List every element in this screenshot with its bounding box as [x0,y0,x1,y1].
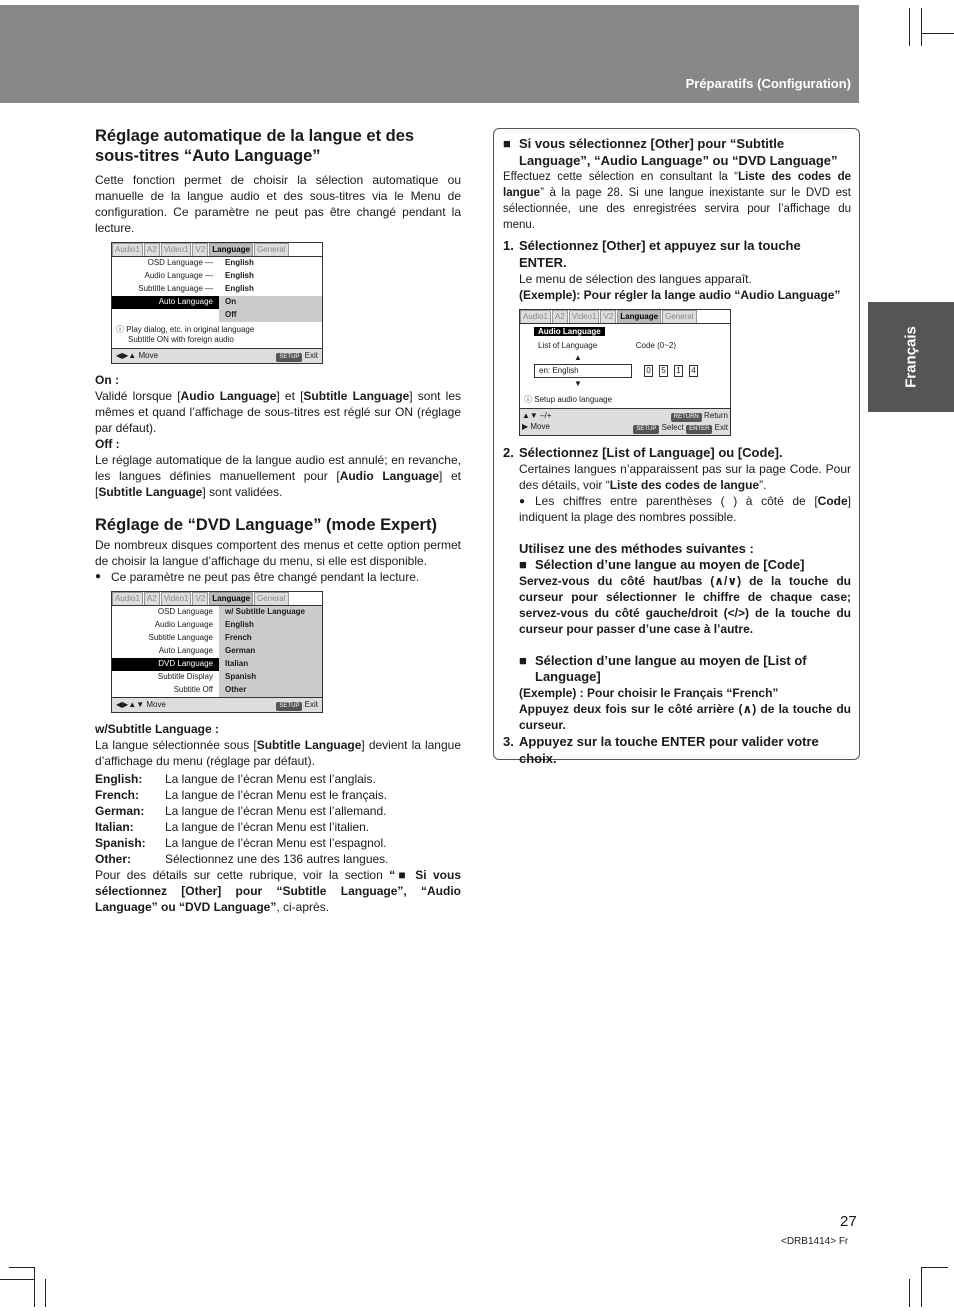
off-description: Le réglage automatique de la langue audio est annulé; en revanche, les langues définies manuellement pour [Audio Language] et [Subtitle Language] sont validées. [95,453,461,499]
osd-tab: Audio1 [112,243,143,256]
method-list-title: ■ Sélection d’une langue au moyen de [List of Language] [519,653,807,684]
methods-heading: Utilisez une des méthodes suivantes : [519,541,754,556]
dvd-language-heading: Réglage de “DVD Language” (mode Expert) [95,516,437,534]
osd-option: w/ Subtitle Language [225,607,306,616]
osd-tab: General [254,243,288,256]
osd-row-label-selected: DVD Language [112,658,219,671]
osd-option: Italian [225,659,249,668]
definition-row: Spanish: La langue de l’écran Menu est l’espagnol. [95,836,387,850]
osd-row-label: Audio Language [154,620,213,629]
osd-tab-active: Language [209,243,253,256]
left-column [95,126,461,915]
osd-row-label-selected: Auto Language [112,296,219,309]
crop-mark [34,1267,35,1307]
crop-mark [921,1267,922,1307]
page-number: 27 [840,1213,857,1230]
osd-row-label: Subtitle Language — [138,284,213,293]
osd-tab: A2 [144,243,160,256]
language-side-tab [868,302,954,412]
auto-language-intro: Cette fonction permet de choisir la sélection automatique ou manuelle de la langue audio et des sous-titres via le Menu de configuration. Ce paramètre ne peut pas être changé pendant la lecture. [95,173,461,235]
wsub-label: w/Subtitle Language : [95,722,220,736]
other-language-intro: Effectuez cette sélection en consultant la “Liste des codes de langue” à la page 28. Si une langue inexistante sur le DVD est sélectionnée, une des enregistrées servira pour l’affichage du menu. [503,171,851,231]
osd-footer [112,348,322,363]
crop-mark [0,1279,34,1280]
osd-tabs [112,243,322,257]
setup-key: SETUP [276,702,302,711]
step-3: 3. Appuyez sur la touche ENTER pour valider votre choix. [503,734,819,766]
osd-option: Other [225,685,247,694]
dvd-language-intro: De nombreux disques comportent des menus et cette option permet de choisir la langue d’affichage du menu, si elle est disponible. [95,538,461,568]
step-2-note: Certaines langues n’apparaissent pas sur la page Code. Pour des détails, voir “Liste des codes de langue”. [519,462,851,492]
osd-row-label: Auto Language [158,646,213,655]
osd-exit: Exit [304,700,318,709]
osd-option: German [225,646,256,655]
language-value: en: English [534,364,632,378]
osd-row-value-off: Off [219,309,322,322]
wsub-description: La langue sélectionnée sous [Subtitle Language] devient la langue d’affichage du menu (réglage par défaut). [95,738,461,768]
osd-row-label: OSD Language — [147,258,213,267]
osd-audio-header: Audio Language [534,327,605,336]
osd-exit: Exit [304,351,318,360]
method-code-title: ■ Sélection d’une langue au moyen de [Code] [519,557,805,572]
step-1-example: (Exemple): Pour régler la lange audio “Audio Language” [519,288,841,302]
info-icon: ⓘ [524,395,535,404]
method-code-text: Servez-vous du côté haut/bas (∧/∨) de la touche du curseur pour sélectionner le chiffre de chaque case; servez-vous du côté gauche/droit (</>) de la touche du curseur pour passer d’une case à l’autre. [519,574,851,636]
osd-row-label: Audio Language — [144,271,213,280]
osd-row-label [112,309,219,322]
osd-option: Spanish [225,672,257,681]
osd-auto-language [111,242,323,364]
code-digit: 4 [689,365,698,377]
osd-option: English [225,620,254,629]
osd-info-line1: Play dialog, etc. in original language [126,325,255,334]
osd-tab: A2 [552,310,568,323]
code-digit: 1 [674,365,683,377]
off-label: Off : [95,437,120,451]
osd-tab: V2 [192,243,208,256]
square-icon: ■ [519,653,527,668]
see-section-note: Pour des détails sur cette rubrique, voir la section “■ Si vous sélectionnez [Other] pour “Subtitle Language”, “Audio Language” ou “DVD Language”, ci-après. [95,868,462,914]
osd-tab: V2 [192,592,208,605]
osd-tab: Video1 [161,592,192,605]
osd-tab: Audio1 [112,592,143,605]
definition-row: French: La langue de l’écran Menu est le français. [95,788,388,802]
osd-row-value: English [225,258,254,267]
osd-tab: Video1 [569,310,600,323]
osd-tabs [520,310,730,324]
language-side-tab-label: Français [902,326,920,388]
right-arrow-icon: ▶ [522,422,531,431]
down-arrow-icon: ▼ [574,379,582,388]
crop-mark [921,8,922,46]
osd-move: Move [138,351,159,360]
osd-info-line2: Subtitle ON with foreign audio [128,335,234,344]
other-language-heading: ■ Si vous sélectionnez [Other] pour “Subtitle Language”, “Audio Language” ou “DVD Language” [503,135,851,169]
crop-mark [921,33,954,34]
up-arrow-icon: ▲ [574,353,582,362]
method-list-text: Appuyez deux fois sur le côté arrière (∧) de la touche du curseur. [519,702,851,732]
osd-row-value: English [225,271,254,280]
arrows-icon: ◀▶▲▼ [116,700,147,709]
crop-mark [45,1279,46,1307]
step-1: 1. Sélectionnez [Other] et appuyez sur la touche ENTER. [503,238,801,270]
on-label: On : [95,373,119,387]
code-digit: 5 [659,365,668,377]
other-language-box [493,128,860,766]
definition-row: German: La langue de l’écran Menu est l’allemand. [95,804,387,818]
info-icon: ⓘ [116,325,127,334]
setup-key: SETUP [633,425,659,434]
setup-key: SETUP [276,353,302,362]
osd-footer: ▲▼ –/+ ▶ Move RETURN Return SETUP Select ENTER Exit [520,408,730,435]
osd-tab-active: Language [617,310,661,323]
osd-tab: General [254,592,288,605]
step-2: 2. Sélectionnez [List of Language] ou [Code]. [503,445,783,460]
crop-mark [909,1279,910,1307]
definition-row: Italian: La langue de l’écran Menu est l’italien. [95,820,370,834]
step-1-note: Le menu de sélection des langues apparaît. [519,272,752,286]
language-definitions [95,771,461,867]
osd-footer [112,697,322,712]
definition-row: English: La langue de l’écran Menu est l’anglais. [95,772,376,786]
osd-option: French [225,633,252,642]
osd-row-label: OSD Language [157,607,213,616]
square-icon: ■ [519,557,527,572]
definition-row: Other: Sélectionnez une des 136 autres langues. [95,852,389,866]
osd-tab: A2 [144,592,160,605]
osd-body [112,257,322,322]
osd-tab: V2 [600,310,616,323]
osd-row-label: Subtitle Language [148,633,213,642]
osd-tab: Audio1 [520,310,551,323]
crop-mark [921,1267,948,1268]
osd-tab-active: Language [209,592,253,605]
osd-row-label: Subtitle Off [173,685,213,694]
code-label: Code (0~2) [635,341,676,350]
osd-row-value: English [225,284,254,293]
section-subtitle: Préparatifs (Configuration) [685,76,851,91]
arrows-icon: ◀▶▲ [116,351,139,360]
osd-info [112,322,322,348]
osd-move: Move [146,700,166,709]
osd-tab: Video1 [161,243,192,256]
document-reference: <DRB1414> Fr [781,1236,849,1247]
crop-mark [9,1267,34,1268]
osd-tabs [112,592,322,606]
osd-row-value-on: On [219,296,322,309]
osd-dvd-language [111,591,323,713]
enter-key: ENTER [686,425,712,434]
up-down-icon: ▲▼ [522,411,541,420]
method-list-example: (Exemple) : Pour choisir le Français “French” [519,686,779,700]
header-bar [0,5,859,103]
osd-info: ⓘ Setup audio language [520,392,730,408]
osd-audio-language [519,309,731,436]
list-of-language-label: List of Language [538,341,598,350]
dvd-language-bullet: ● Ce paramètre ne peut pas être changé pendant la lecture. [95,569,461,585]
code-digit: 0 [644,365,653,377]
osd-row-label: Subtitle Display [157,672,213,681]
on-description: Validé lorsque [Audio Language] et [Subtitle Language] sont les mêmes et quand l’affichage de sous-titres est réglé sur ON (réglage par défaut). [95,389,461,435]
osd-body [112,606,322,697]
crop-mark [909,8,910,46]
osd-tab: General [662,310,696,323]
step-2-bullet: ● Les chiffres entre parenthèses ( ) à côté de [Code] indiquent la plage des nombres possible. [503,493,851,525]
return-key: RETURN [671,413,702,422]
auto-language-heading: Réglage automatique de la langue et des sous-titres “Auto Language” [95,127,415,165]
osd-audio-body [520,324,730,392]
